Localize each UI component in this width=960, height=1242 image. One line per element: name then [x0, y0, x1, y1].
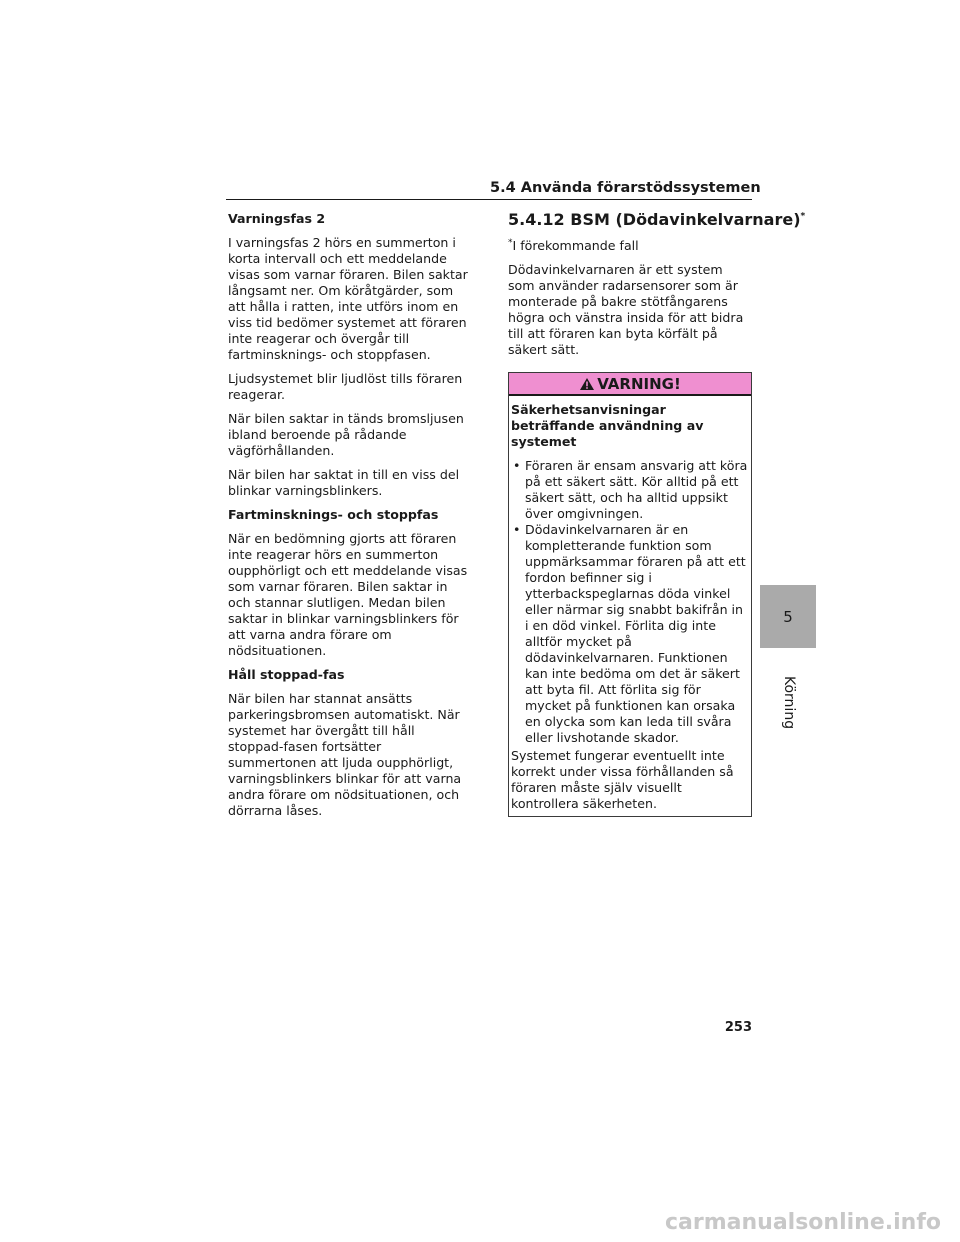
- heading-varningsfas-2: Varningsfas 2: [228, 211, 326, 226]
- intro-paragraph: Dödavinkelvarnaren är ett system som använder radarsensorer som är monterade på bakre stötfångarens högra och vänstra insida för att bidra till att föraren kan byta körfält på säkert sätt.: [508, 262, 744, 357]
- warning-title: Säkerhetsanvisningar beträffande användning av systemet: [511, 402, 704, 449]
- watermark: carmanualsonline.info: [665, 1210, 941, 1235]
- bullet-item: • Föraren är ensam ansvarig att köra på ett säkert sätt. Kör alltid på ett säkert sätt, och ha alltid uppsikt över omgivningen.: [511, 458, 749, 522]
- paragraph: När bilen har saktat in till en viss del blinkar varningsblinkers.: [228, 467, 460, 498]
- bullet-item: • Dödavinkelvarnaren är en kompletterande funktion som uppmärksammar föraren på att ett fordon befinner sig i ytterbackspeglarnas döda vinkel eller närmar sig snabbt bakifrån in i en död vinkel. Förlita dig inte alltför mycket på dödavinkelvarnaren. Funktionen kan inte bedöma om det är säkert att byta fil. Att förlita sig för mycket på funktionen kan orsaka en olycka som kan leda till svåra eller livshotande skador.: [511, 522, 749, 746]
- warning-body: [509, 396, 751, 816]
- section-header: 5.4 Använda förarstödssystemen: [490, 180, 761, 196]
- chapter-label: Körning: [781, 676, 797, 730]
- section-heading: [508, 210, 806, 230]
- header-divider: [226, 199, 752, 200]
- paragraph: När en bedömning gjorts att föraren inte reagerar hörs en summerton oupphörligt och ett meddelande visas som varnar föraren. Bilen saktar in och stannar slutligen. Medan bilen saktar in blinkar varningsblinkers för att varna andra förare om nödsituationen.: [228, 531, 468, 658]
- paragraph: Ljudsystemet blir ljudlöst tills föraren reagerar.: [228, 371, 463, 402]
- footnote-mark: *: [508, 237, 513, 248]
- heading-fartminskning: Fartminsknings- och stoppfas: [228, 507, 439, 522]
- warning-triangle-icon: [579, 377, 595, 391]
- paragraph: I varningsfas 2 hörs en summerton i korta intervall och ett meddelande visas som varnar föraren. Bilen saktar långsamt ner. Om köråtgärder, som att hålla i ratten, inte utförs inom en viss tid bedömer systemet att föraren inte reagerar och övergår till fartminsknings- och stoppfasen.: [228, 235, 468, 362]
- warning-box: [508, 372, 752, 817]
- page-number: 253: [724, 1020, 752, 1035]
- chapter-tab: 5: [760, 585, 816, 648]
- heading-hall-stoppad: Håll stoppad-fas: [228, 667, 345, 682]
- footnote-text: I förekommande fall: [512, 238, 639, 253]
- left-column: [228, 211, 473, 827]
- paragraph: När bilen saktar in tänds bromsljusen ibland beroende på rådande vägförhållanden.: [228, 411, 464, 458]
- footnote: [508, 238, 752, 254]
- warning-bullet-list: [511, 458, 749, 746]
- warning-header: [509, 373, 751, 396]
- asterisk-mark: *: [800, 211, 806, 222]
- warning-label: VARNING!: [597, 374, 681, 393]
- section-heading-text: 5.4.12 BSM (Dödavinkelvarnare): [508, 210, 801, 229]
- warning-closing: Systemet fungerar eventuellt inte korrekt under vissa förhållanden så föraren måste själv visuellt kontrollera säkerheten.: [511, 748, 734, 811]
- paragraph: När bilen har stannat ansätts parkeringsbromsen automatiskt. När systemet har övergått till håll stoppad-fasen fortsätter summertonen att ljuda oupphörligt, varningsblinkers blinkar för att varna andra förare om nödsituationen, och dörrarna låses.: [228, 691, 462, 818]
